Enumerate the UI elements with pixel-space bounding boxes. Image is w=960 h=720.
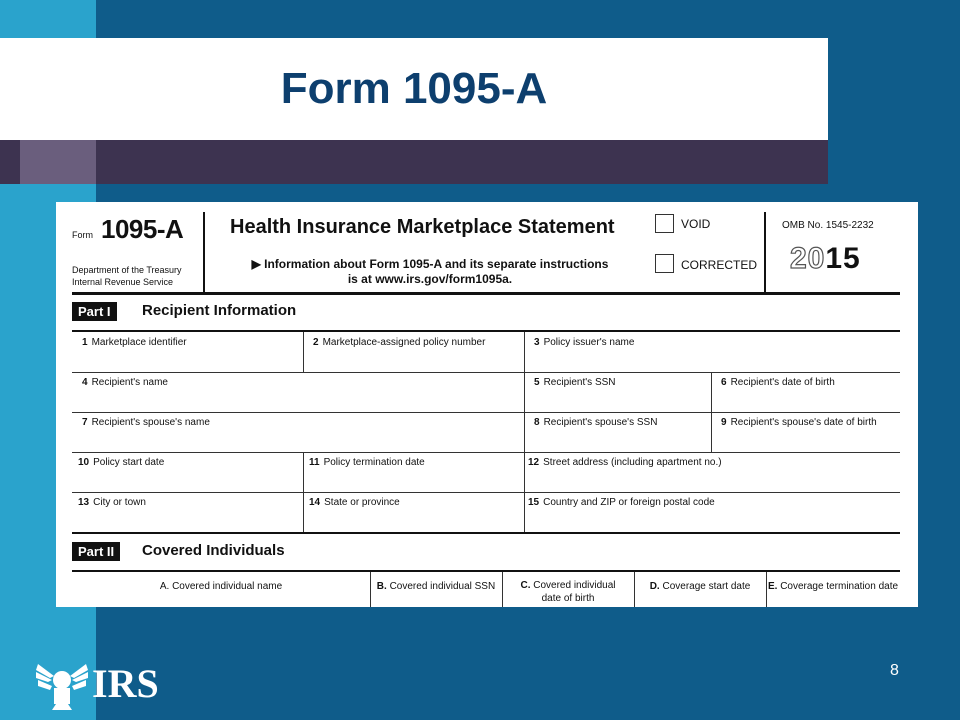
divider xyxy=(303,332,304,372)
field-7[interactable]: 7 Recipient's spouse's name xyxy=(82,417,210,428)
column-e-header: E. Coverage termination date xyxy=(767,581,899,592)
column-b-header: B. Covered individual SSN xyxy=(376,581,496,592)
part2-rule xyxy=(72,570,900,572)
column-a-header: A. Covered individual name xyxy=(159,581,283,592)
field-11[interactable]: 11 Policy termination date xyxy=(309,457,425,468)
field-3[interactable]: 3 Policy issuer's name xyxy=(534,337,635,348)
part1-end-rule xyxy=(72,532,900,534)
title-band xyxy=(0,38,828,140)
purple-band xyxy=(0,140,828,184)
row-rule xyxy=(72,492,900,493)
field-14[interactable]: 14 State or province xyxy=(309,497,400,508)
part2-badge: Part II xyxy=(72,542,120,561)
corrected-checkbox[interactable] xyxy=(655,254,674,273)
part1-title: Recipient Information xyxy=(142,302,297,319)
part1-badge: Part I xyxy=(72,302,117,321)
field-1[interactable]: 1 Marketplace identifier xyxy=(82,337,187,348)
form-word: Form xyxy=(72,230,93,240)
void-checkbox[interactable] xyxy=(655,214,674,233)
part2-title: Covered Individuals xyxy=(142,542,285,559)
purple-band-highlight xyxy=(20,140,96,184)
column-d-header: D. Coverage start date xyxy=(649,581,751,592)
irs-eagle-logo-icon xyxy=(34,654,90,710)
header-divider-left xyxy=(203,212,205,292)
tax-year-bold: 15 xyxy=(825,242,861,275)
slide-title: Form 1095-A xyxy=(280,64,548,113)
field-10[interactable]: 10 Policy start date xyxy=(78,457,165,468)
field-9[interactable]: 9 Recipient's spouse's date of birth xyxy=(721,417,877,428)
field-4[interactable]: 4 Recipient's name xyxy=(82,377,168,388)
row-rule xyxy=(72,372,900,373)
department-text xyxy=(72,264,212,288)
field-8[interactable]: 8 Recipient's spouse's SSN xyxy=(534,417,658,428)
field-13[interactable]: 13 City or town xyxy=(78,497,146,508)
dept-line-2: Internal Revenue Service xyxy=(72,277,174,287)
header-divider-right xyxy=(764,212,766,292)
form-info xyxy=(240,257,620,287)
part1-rule xyxy=(72,330,900,332)
omb-number: OMB No. 1545-2232 xyxy=(782,220,874,231)
header-rule xyxy=(72,292,900,295)
divider xyxy=(524,332,525,532)
info-line-2: is at www.irs.gov/form1095a. xyxy=(347,272,513,286)
slide-number: 8 xyxy=(890,662,899,679)
field-5[interactable]: 5 Recipient's SSN xyxy=(534,377,616,388)
field-12[interactable]: 12 Street address (including apartment no.) xyxy=(528,457,722,468)
tax-year-light: 20 xyxy=(790,242,826,275)
row-rule xyxy=(72,412,900,413)
column-c-header: C. Covered individual date of birth xyxy=(520,580,616,604)
corrected-label: CORRECTED xyxy=(681,258,758,272)
dept-line-1: Department of the Treasury xyxy=(72,265,182,275)
row-rule xyxy=(72,452,900,453)
irs-logo-text: IRS xyxy=(92,661,159,706)
field-2[interactable]: 2 Marketplace-assigned policy number xyxy=(313,337,486,348)
field-15[interactable]: 15 Country and ZIP or foreign postal code xyxy=(528,497,715,508)
form-1095a-image xyxy=(56,202,918,607)
tax-year xyxy=(790,242,861,276)
field-6[interactable]: 6 Recipient's date of birth xyxy=(721,377,835,388)
form-title: Health Insurance Marketplace Statement xyxy=(230,216,615,238)
info-line-1: ▶ Information about Form 1095-A and its separate instructions xyxy=(251,257,609,271)
void-label: VOID xyxy=(681,217,711,231)
form-number: 1095-A xyxy=(101,214,184,244)
irs-logo xyxy=(34,654,184,710)
